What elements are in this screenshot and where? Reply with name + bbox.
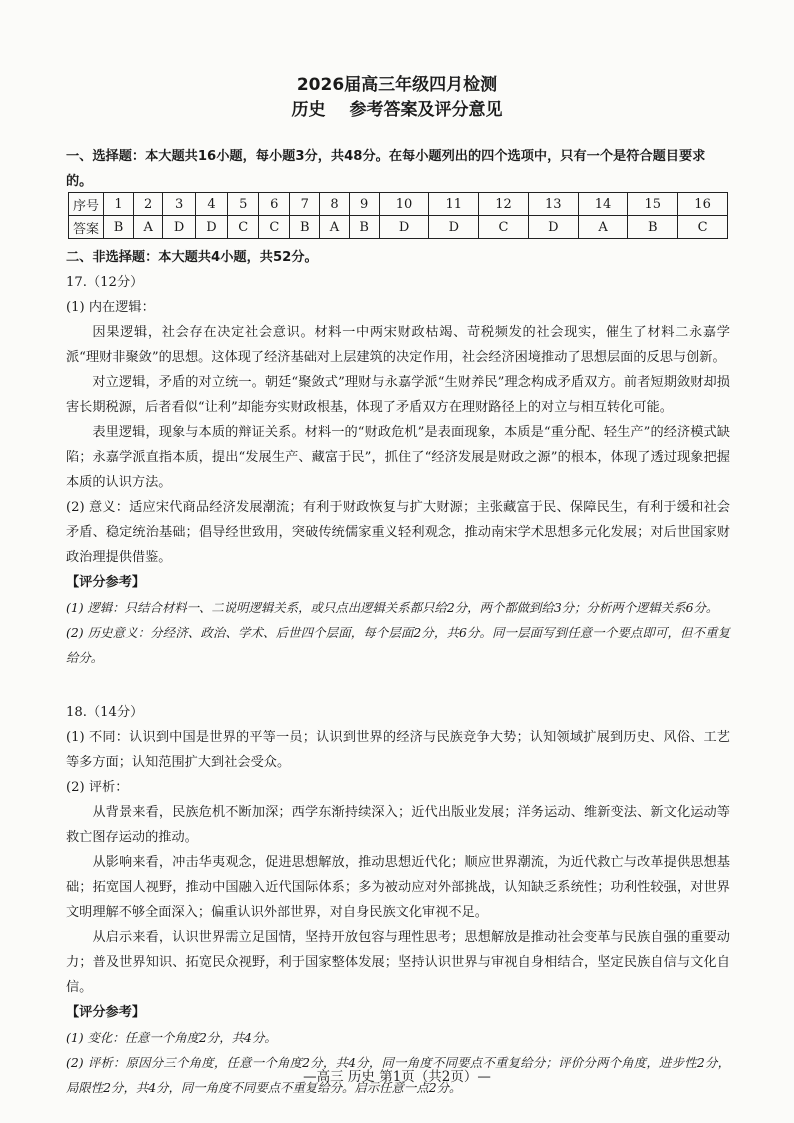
- table-cell: 1: [104, 193, 134, 216]
- q18-scoring-item: (1) 变化：任意一个角度2分，共4分。: [66, 1030, 277, 1045]
- answer-row: [69, 216, 728, 239]
- subject-label: 历史: [291, 100, 326, 120]
- table-cell: 9: [349, 193, 379, 216]
- q18-paragraph: 从背景来看，民族危机不断加深；西学东渐持续深入；近代出版业发展；洋务运动、维新变法、新文化运动等救亡图存运动的推动。: [66, 805, 730, 845]
- q18-part1: (1) 不同：认识到中国是世界的平等一员；认识到世界的经济与民族竞争大势；认知领域扩展到历史、风俗、工艺等多方面；认知范围扩大到社会受众。: [66, 730, 730, 770]
- table-cell: C: [259, 216, 290, 239]
- table-cell: 8: [320, 193, 349, 216]
- page-footer: —高三 历史 第1页（共2页）—: [303, 1069, 491, 1085]
- q17-scoring-label: 【评分参考】: [66, 575, 146, 590]
- table-cell: D: [429, 216, 479, 239]
- table-cell: D: [195, 216, 227, 239]
- q18-scoring-label: 【评分参考】: [66, 1005, 146, 1020]
- q17-number: 17.（12分）: [66, 275, 144, 290]
- table-cell: 5: [228, 193, 259, 216]
- section2-heading: 二、非选择题：本大题共4小题，共52分。: [66, 250, 318, 265]
- q18-scoring-item: (2) 评析：原因分三个角度，任意一个角度2分，共4分，同一角度不同要点不重复给分；评价分两个角度，进步性2分，局限性2分，共4分，同一角度不同要点不重复给分。启示任意一点2分。: [66, 1055, 730, 1095]
- table-cell: 14: [578, 193, 628, 216]
- table-cell: C: [228, 216, 259, 239]
- table-cell: 16: [678, 193, 728, 216]
- question-17: [66, 270, 730, 670]
- q17-scoring-item: (1) 逻辑：只结合材料一、二说明逻辑关系，或只点出逻辑关系都只给2分，两个都做到给3分；分析两个逻辑关系6分。: [66, 600, 719, 615]
- table-cell: A: [578, 216, 628, 239]
- table-cell: B: [104, 216, 134, 239]
- table-cell: B: [628, 216, 678, 239]
- q18-number: 18.（14分）: [66, 705, 144, 720]
- q17-part2: (2) 意义：适应宋代商品经济发展潮流；有利于财政恢复与扩大财源；主张藏富于民、保障民生，有利于缓和社会矛盾、稳定统治基础；倡导经世致用，突破传统儒家重义轻利观念，推动南宋学术思想多元化发展；对后世国家财政治理提供借鉴。: [66, 500, 730, 565]
- question-18: [66, 700, 730, 1100]
- table-cell: A: [320, 216, 349, 239]
- q17-scoring-item: (2) 历史意义：分经济、政治、学术、后世四个层面，每个层面2分，共6分。同一层面写到任意一个要点即可，但不重复给分。: [66, 625, 730, 665]
- table-cell: D: [528, 216, 578, 239]
- subtitle-label: 参考答案及评分意见: [349, 100, 503, 120]
- q17-paragraph: 对立逻辑，矛盾的对立统一。朝廷“聚敛式”理财与永嘉学派“生财养民”理念构成矛盾双方。前者短期敛财却损害长期税源，后者看似“让利”却能夯实财政根基，体现了矛盾双方在理财路径上的对立与相互转化可能。: [66, 375, 730, 415]
- table-cell: B: [349, 216, 379, 239]
- answer-row-label: 答案: [69, 216, 104, 239]
- table-cell: B: [290, 216, 320, 239]
- q18-paragraph: 从影响来看，冲击华夷观念，促进思想解放，推动思想近代化；顺应世界潮流，为近代救亡与改革提供思想基础；拓宽国人视野，推动中国融入近代国际体系；多为被动应对外部挑战，认知缺乏系统性；功利性较强，对世界文明理解不够全面深入；偏重认识外部世界，对自身民族文化审视不足。: [66, 855, 730, 920]
- table-cell: 4: [195, 193, 227, 216]
- table-cell: 12: [479, 193, 529, 216]
- answer-table: [68, 192, 728, 239]
- table-cell: D: [163, 216, 195, 239]
- table-cell: A: [133, 216, 162, 239]
- page-title: 2026届高三年级四月检测: [296, 75, 498, 95]
- page-subtitle: [0, 99, 794, 121]
- section1-heading: 一、选择题：本大题共16小题，每小题3分，共48分。在每小题列出的四个选项中，只有一个是符合题目要求的。: [66, 149, 706, 189]
- table-cell: 13: [528, 193, 578, 216]
- number-row-label: 序号: [69, 193, 104, 216]
- q17-paragraph: 表里逻辑，现象与本质的辩证关系。材料一的“财政危机”是表面现象，本质是“重分配、轻生产”的经济模式缺陷；永嘉学派直指本质，提出“发展生产、藏富于民”，抓住了“经济发展是财政之源”的根本，体现了透过现象把握本质的认识方法。: [66, 425, 730, 490]
- table-cell: 6: [259, 193, 290, 216]
- table-cell: C: [479, 216, 529, 239]
- table-cell: 10: [379, 193, 429, 216]
- table-cell: 15: [628, 193, 678, 216]
- q17-part1-label: (1) 内在逻辑：: [66, 300, 155, 315]
- number-row: [69, 193, 728, 216]
- table-cell: C: [678, 216, 728, 239]
- table-cell: 7: [290, 193, 320, 216]
- q18-part2-label: (2) 评析：: [66, 780, 129, 795]
- q18-paragraph: 从启示来看，认识世界需立足国情，坚持开放包容与理性思考；思想解放是推动社会变革与民族自强的重要动力；普及世界知识、拓宽民众视野，利于国家整体发展；坚持认识世界与审视自身相结合，坚定民族自信与文化自信。: [66, 930, 730, 995]
- table-cell: 2: [133, 193, 162, 216]
- q17-paragraph: 因果逻辑，社会存在决定社会意识。材料一中两宋财政枯竭、苛税频发的社会现实，催生了材料二永嘉学派“理财非聚敛”的思想。这体现了经济基础对上层建筑的决定作用，社会经济困境推动了思想层面的反思与创新。: [66, 325, 730, 365]
- table-cell: 3: [163, 193, 195, 216]
- table-cell: D: [379, 216, 429, 239]
- table-cell: 11: [429, 193, 479, 216]
